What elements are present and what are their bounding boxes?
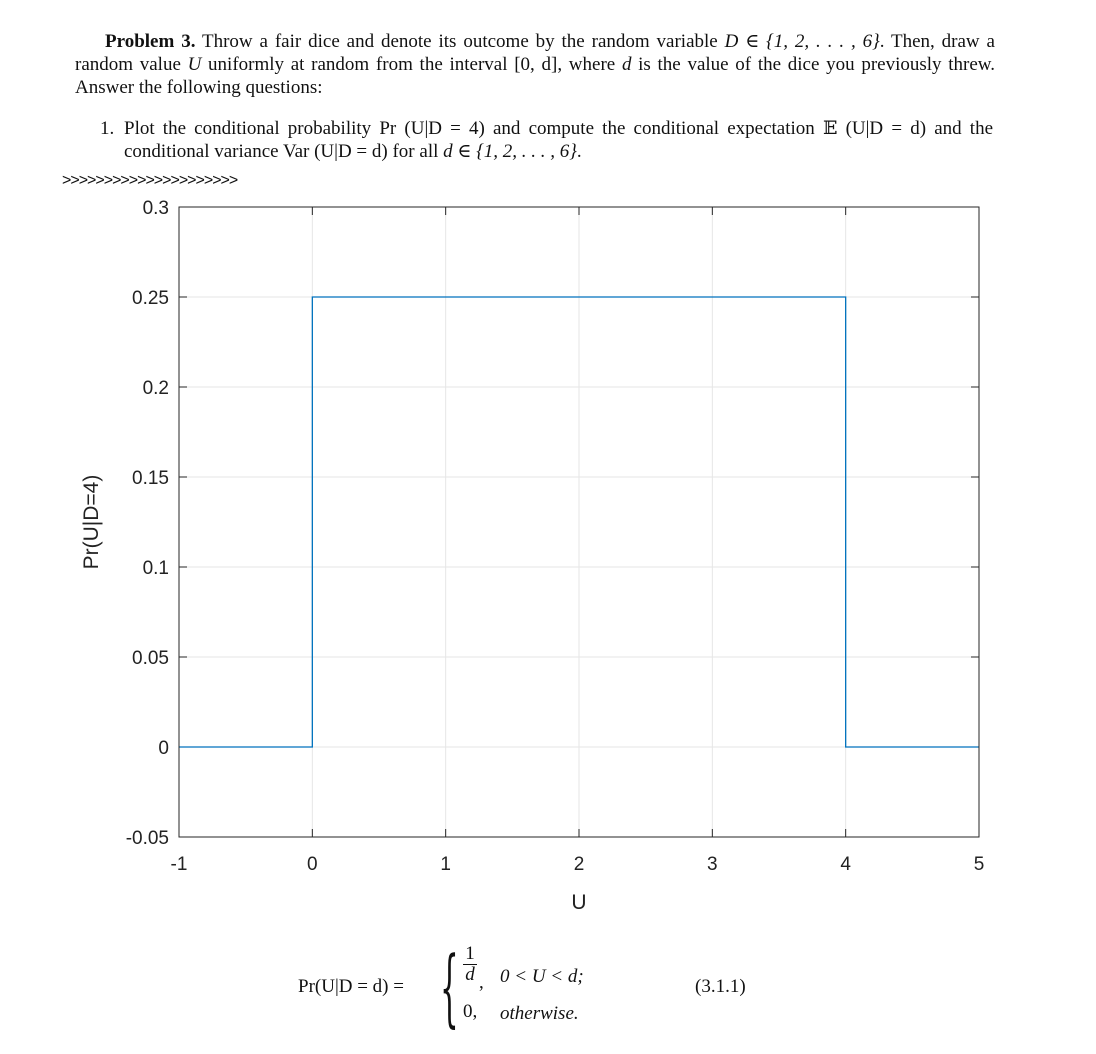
question-text-part: and the conditional variance bbox=[124, 118, 993, 162]
question-text-part: and compute the conditional expectation bbox=[484, 118, 823, 139]
x-tick-label: 1 bbox=[440, 854, 451, 875]
question-text-part: . bbox=[576, 141, 582, 162]
question-math: Pr (U|D = 4) bbox=[379, 118, 485, 139]
equation-case-2: otherwise. bbox=[500, 1003, 579, 1024]
problem-text: Throw a fair dice and denote its outcome by the random variable bbox=[202, 31, 725, 52]
x-tick-label: 4 bbox=[840, 854, 851, 875]
equation-zero: 0, bbox=[463, 1001, 478, 1022]
problem-text: . Then, draw a random value bbox=[75, 31, 995, 75]
question-math: Var (U|D = d) bbox=[282, 141, 388, 162]
equation-number: (3.1.1) bbox=[695, 976, 746, 997]
brace-icon: { bbox=[440, 938, 459, 1036]
fraction-numerator: 1 bbox=[465, 943, 475, 964]
problem-text: is the value of the dice you previously threw. Answer the following questions: bbox=[75, 54, 996, 98]
question-number: 1. bbox=[100, 118, 115, 139]
x-tick-label: 5 bbox=[973, 854, 985, 875]
x-tick-label: 0 bbox=[307, 854, 318, 875]
question-text-part: Plot the conditional probability bbox=[124, 118, 380, 139]
equation-lhs: Pr(U|D = d) = bbox=[298, 976, 404, 997]
problem-math: d bbox=[621, 54, 632, 75]
x-axis-label: U bbox=[571, 891, 587, 914]
grid bbox=[179, 207, 979, 837]
y-tick-label: -0.05 bbox=[125, 828, 169, 849]
equation-fraction bbox=[463, 944, 477, 985]
problem-math: U bbox=[187, 54, 202, 75]
y-tick-label: 0 bbox=[158, 738, 169, 759]
y-axis-label: Pr(U|D=4) bbox=[80, 474, 103, 570]
y-tick-label: 0.2 bbox=[142, 378, 169, 399]
y-tick-label: 0.25 bbox=[132, 288, 169, 309]
y-tick-label: 0.3 bbox=[142, 198, 169, 219]
y-tick-label: 0.15 bbox=[132, 468, 169, 489]
x-tick-label: -1 bbox=[170, 854, 188, 875]
question-text-part: for all bbox=[387, 141, 444, 162]
y-tick-label: 0.1 bbox=[142, 558, 169, 579]
question-math: d ∈ {1, 2, . . . , 6} bbox=[443, 141, 577, 162]
y-tick-label: 0.05 bbox=[132, 648, 169, 669]
answer-separator: >>>>>>>>>>>>>>>>>>>>> bbox=[62, 172, 238, 189]
problem-math: [0, d] bbox=[514, 54, 558, 75]
x-tick-label: 3 bbox=[707, 854, 718, 875]
fraction-denominator: d bbox=[465, 964, 475, 985]
question-math: 𝔼 (U|D = d) bbox=[822, 118, 927, 139]
problem-text: , where bbox=[557, 54, 622, 75]
equation-comma: , bbox=[479, 972, 484, 993]
problem-text: uniformly at random from the interval bbox=[201, 54, 515, 75]
x-tick-label: 2 bbox=[573, 854, 585, 875]
problem-label: Problem 3. bbox=[105, 31, 196, 52]
equation-case-1: 0 < U < d; bbox=[500, 966, 584, 987]
problem-math: D ∈ {1, 2, . . . , 6} bbox=[724, 31, 880, 52]
tick-labels bbox=[126, 198, 985, 875]
